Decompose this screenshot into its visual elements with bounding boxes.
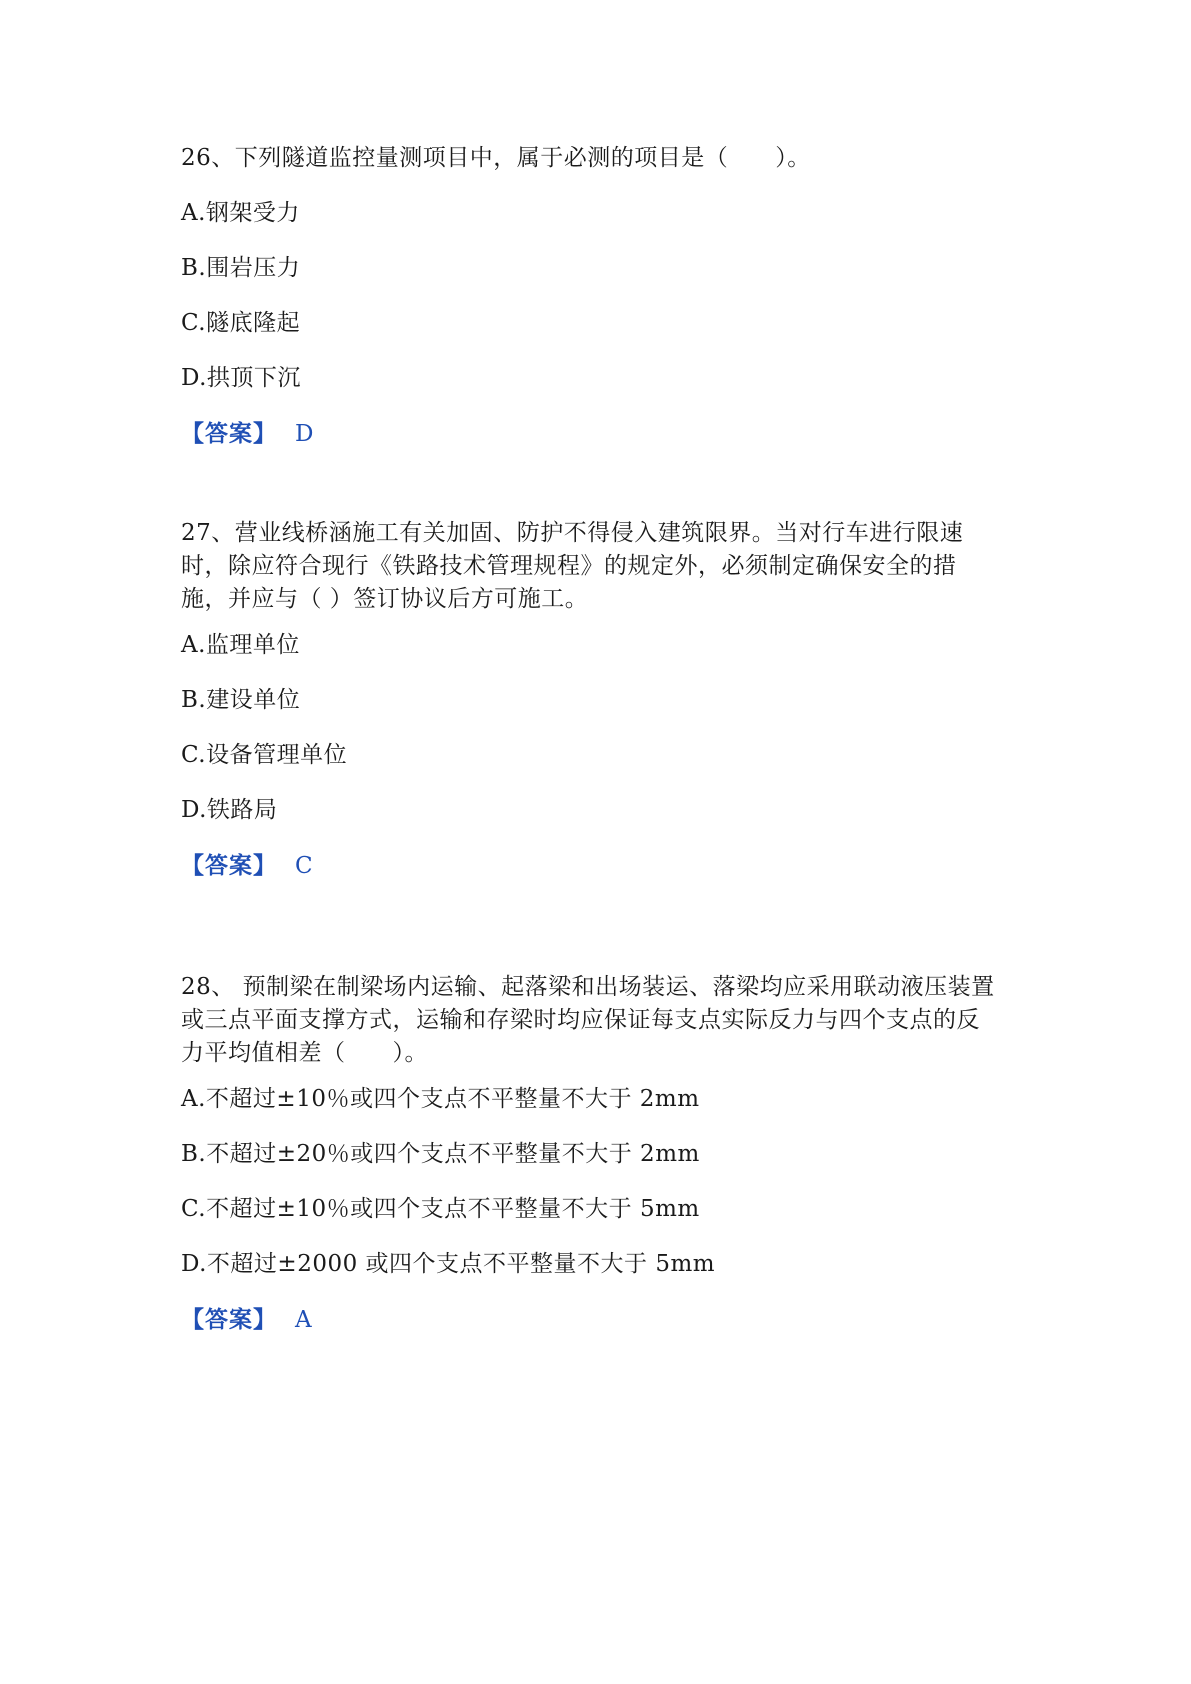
question-stem-line: 时，除应符合现行《铁路技术管理规程》的规定外，必须制定确保安全的措 — [181, 553, 957, 579]
option-a: A.钢架受力 — [181, 200, 300, 226]
question-stem: 26、下列隧道监控量测项目中，属于必测的项目是（ ）。 — [181, 145, 811, 171]
answer-label: 【答案】 — [181, 420, 277, 447]
option-a: A.不超过±10％或四个支点不平整量不大于 2mm — [181, 1086, 700, 1112]
option-d: D.拱顶下沉 — [181, 365, 301, 391]
question-stem-line: 力平均值相差（ ）。 — [181, 1040, 428, 1066]
answer-label: 【答案】 — [181, 1306, 277, 1333]
question-28 — [181, 971, 1021, 1333]
answer-line — [181, 417, 313, 451]
question-27 — [181, 517, 1021, 879]
question-stem-line: 或三点平面支撑方式，运输和存梁时均应保证每支点实际反力与四个支点的反 — [181, 1007, 980, 1033]
option-b: B.不超过±20％或四个支点不平整量不大于 2mm — [181, 1141, 700, 1167]
option-c: C.不超过±10％或四个支点不平整量不大于 5mm — [181, 1196, 700, 1222]
question-stem-line: 28、 预制梁在制梁场内运输、起落梁和出场装运、落梁均应采用联动液压装置 — [181, 974, 995, 1000]
answer-value: A — [295, 1307, 312, 1333]
option-c: C.隧底隆起 — [181, 310, 301, 336]
option-d: D.不超过±2000 或四个支点不平整量不大于 5mm — [181, 1251, 716, 1277]
option-c: C.设备管理单位 — [181, 742, 348, 768]
option-d: D.铁路局 — [181, 797, 278, 823]
answer-line — [181, 1303, 312, 1337]
question-stem-line: 27、营业线桥涵施工有关加固、防护不得侵入建筑限界。当对行车进行限速 — [181, 520, 964, 546]
answer-value: C — [295, 853, 313, 879]
answer-value: D — [295, 421, 314, 447]
question-26 — [181, 142, 1021, 447]
option-b: B.围岩压力 — [181, 255, 301, 281]
option-b: B.建设单位 — [181, 687, 301, 713]
option-a: A.监理单位 — [181, 632, 300, 658]
answer-label: 【答案】 — [181, 852, 277, 879]
answer-line — [181, 849, 313, 883]
question-stem-line: 施，并应与（ ）签订协议后方可施工。 — [181, 586, 589, 612]
